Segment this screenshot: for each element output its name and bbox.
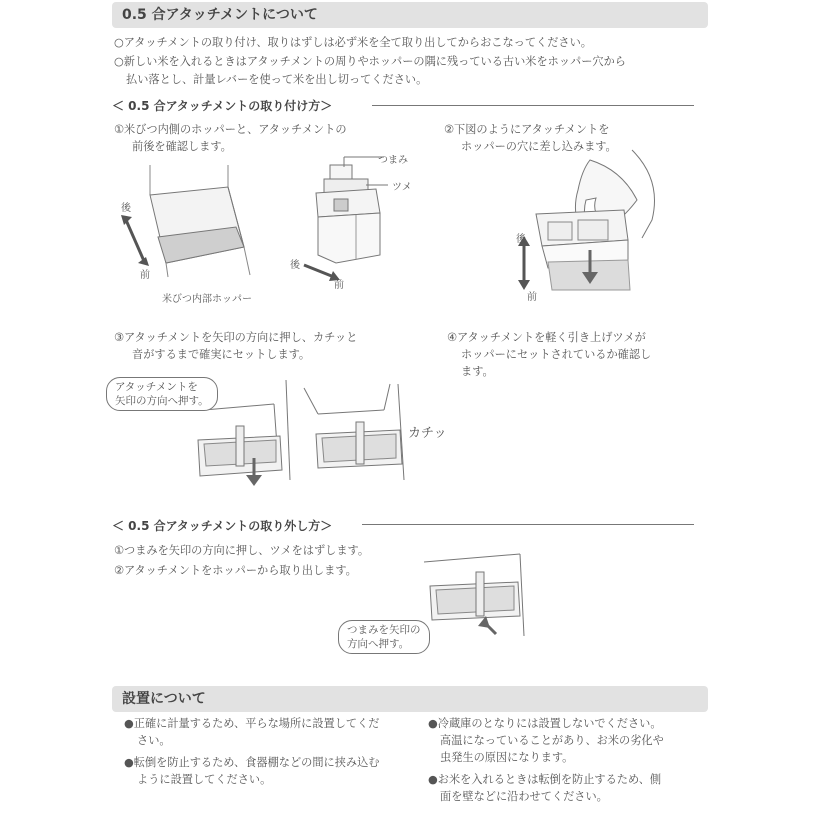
step4-line1: ④アタッチメントを軽く引き上げツメが	[447, 331, 646, 344]
label-front: 前	[140, 270, 150, 281]
click-sound-label: カチッ	[408, 426, 447, 441]
push-callout-line2: 矢印の方向へ押す。	[115, 395, 209, 407]
section-header-installation	[112, 686, 708, 712]
detach-callout-line2: 方向へ押す。	[347, 638, 410, 650]
label-back: 後	[121, 203, 131, 214]
install-right-1c: 虫発生の原因になります。	[440, 751, 574, 764]
label-claw: ツメ	[392, 182, 412, 193]
note-2: ○新しい米を入れるときはアタッチメントの周りやホッパーの隅に残っている古い米をホッパー穴から	[114, 55, 626, 68]
detach-heading: ＜ 0.5 合アタッチメントの取り外し方＞	[112, 519, 333, 533]
detach-step2: ②アタッチメントをホッパーから取り出します。	[114, 564, 357, 577]
push-callout-line1: アタッチメントを	[115, 381, 198, 393]
attach-heading: ＜ 0.5 合アタッチメントの取り付け方＞	[112, 99, 333, 113]
section-title-2: 設置について	[122, 691, 206, 707]
step4-line2: ホッパーにセットされているか確認し	[461, 348, 652, 361]
detach-callout	[338, 620, 430, 654]
click-illustration	[300, 384, 420, 484]
note-2-cont: 払い落とし、計量レバーを使って米を出し切ってください。	[126, 73, 428, 86]
step1-line1: ①米びつ内側のホッパーと、アタッチメントの	[114, 123, 347, 136]
detach-step1: ①つまみを矢印の方向に押し、ツメをはずします。	[114, 544, 370, 557]
insert-illustration	[512, 150, 672, 300]
step2-line1: ②下図のようにアタッチメントを	[444, 123, 610, 136]
install-right-1b: 高温になっていることがあり、お米の劣化や	[440, 734, 664, 747]
hopper-illustration	[118, 165, 258, 305]
step4-line3: ます。	[461, 365, 494, 378]
divider-line	[372, 105, 694, 106]
install-left-1a: ●正確に計量するため、平らな場所に設置してくだ	[124, 717, 380, 730]
install-right-1a: ●冷蔵庫のとなりには設置しないでください。	[428, 717, 662, 730]
detach-illustration	[420, 546, 530, 656]
label-knob: つまみ	[378, 155, 408, 166]
label-back-2: 後	[290, 260, 300, 271]
step2-line2: ホッパーの穴に差し込みます。	[461, 140, 617, 153]
attachment-illustration	[296, 155, 396, 285]
install-right-2a: ●お米を入れるときは転倒を防止するため、側	[428, 773, 662, 786]
section-header-attachment	[112, 2, 708, 28]
note-1: ○アタッチメントの取り付け、取りはずしは必ず米を全て取り出してからおこなってください。	[114, 36, 592, 49]
label-front-3: 前	[527, 292, 537, 303]
label-hopper: 米びつ内部ホッパー	[162, 294, 252, 305]
label-front-2: 前	[334, 280, 344, 291]
push-callout	[106, 377, 218, 411]
install-right-2b: 面を壁などに沿わせてください。	[440, 790, 608, 803]
detach-callout-line1: つまみを矢印の	[347, 624, 421, 636]
divider-line-2	[362, 524, 694, 525]
install-left-2b: ように設置してください。	[137, 773, 272, 786]
step3-line2: 音がするまで確実にセットします。	[132, 348, 311, 361]
label-back-3: 後	[516, 234, 526, 245]
step1-line2: 前後を確認します。	[132, 140, 232, 153]
section-title: 0.5 合アタッチメントについて	[122, 7, 318, 23]
install-left-1b: さい。	[137, 734, 171, 747]
install-left-2a: ●転倒を防止するため、食器棚などの間に挟み込む	[124, 756, 380, 769]
step3-line1: ③アタッチメントを矢印の方向に押し、カチッと	[114, 331, 358, 344]
